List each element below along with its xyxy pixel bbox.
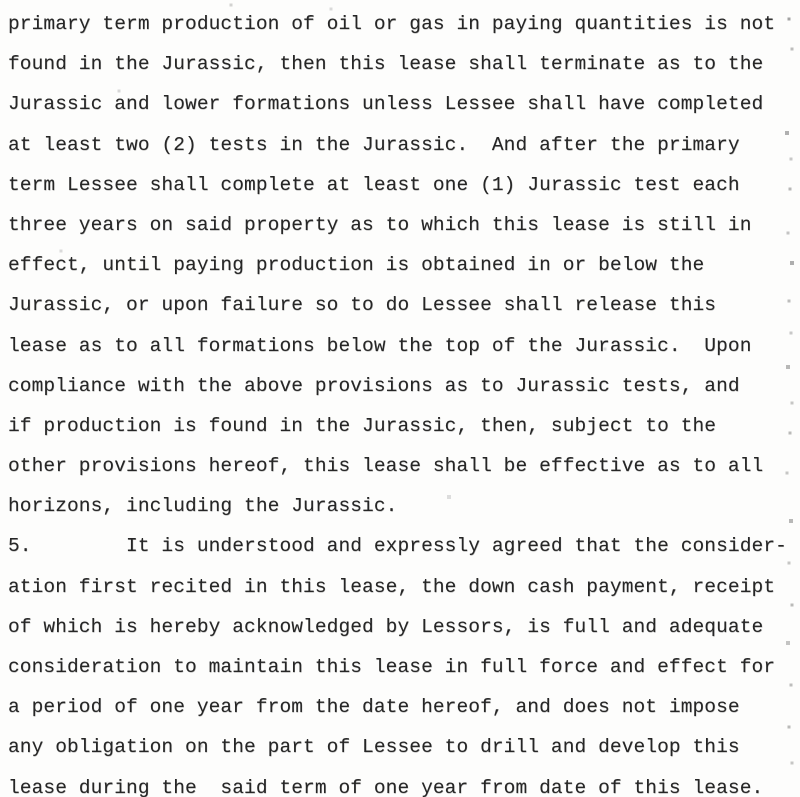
text-line: consideration to maintain this lease in full force and effect for bbox=[8, 656, 776, 678]
text-line-paragraph-5: 5. It is understood and expressly agreed that the consider- bbox=[8, 535, 787, 558]
text-line: other provisions hereof, this lease shall be effective as to all bbox=[8, 455, 764, 478]
text-line: lease during the said term of one year from date of this lease. bbox=[8, 776, 764, 797]
text-line: Jurassic and lower formations unless Lessee shall have completed bbox=[8, 93, 764, 116]
text-line: Jurassic, or upon failure so to do Lessee shall release this bbox=[8, 294, 717, 317]
text-line: three years on said property as to which this lease is still in bbox=[8, 213, 752, 236]
text-line: term Lessee shall complete at least one (1) Jurassic test each bbox=[8, 173, 740, 196]
text-line: found in the Jurassic, then this lease shall terminate as to the bbox=[8, 53, 764, 76]
text-line: horizons, including the Jurassic. bbox=[8, 495, 398, 518]
text-line: lease as to all formations below the top of the Jurassic. Upon bbox=[8, 334, 752, 357]
text-line: primary term production of oil or gas in paying quantities is not bbox=[8, 13, 776, 35]
document-text bbox=[8, 4, 796, 797]
text-line: of which is hereby acknowledged by Lessors, is full and adequate bbox=[8, 615, 764, 638]
text-line: if production is found in the Jurassic, then, subject to the bbox=[8, 414, 717, 437]
text-line: compliance with the above provisions as to Jurassic tests, and bbox=[8, 374, 740, 397]
text-line: ation first recited in this lease, the down cash payment, receipt bbox=[8, 575, 776, 598]
text-line: a period of one year from the date hereof, and does not impose bbox=[8, 696, 740, 719]
text-line: effect, until paying production is obtained in or below the bbox=[8, 254, 705, 277]
text-line: at least two (2) tests in the Jurassic. And after the primary bbox=[8, 133, 740, 156]
text-line: any obligation on the part of Lessee to drill and develop this bbox=[8, 736, 740, 759]
scan-artifacts bbox=[0, 0, 2, 2]
